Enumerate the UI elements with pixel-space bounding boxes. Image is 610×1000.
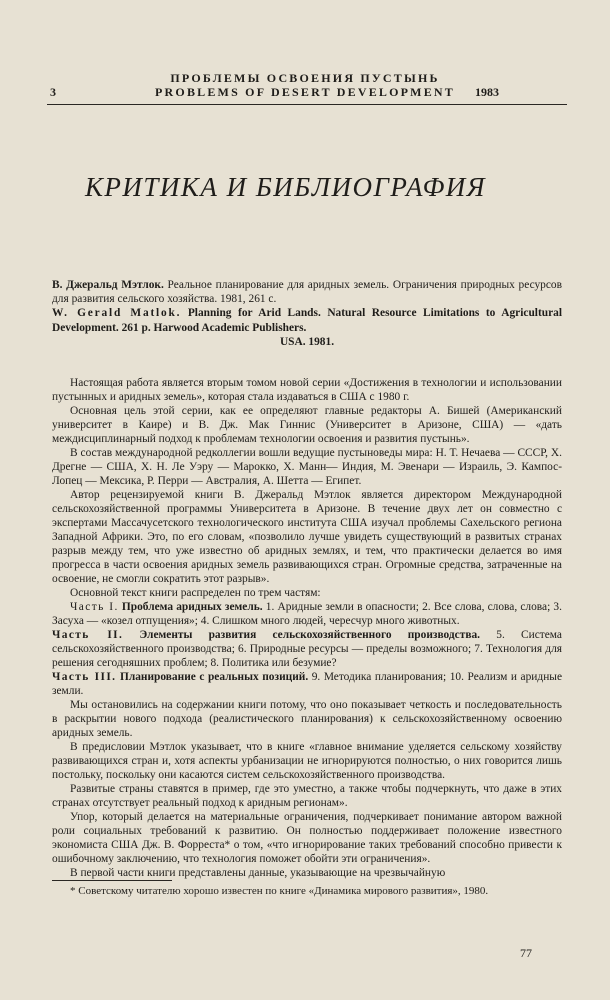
- paragraph: В первой части книги представлены данные, указывающие на чрезвычайную: [70, 867, 446, 879]
- header-divider: [47, 104, 567, 105]
- paragraph: Настоящая работа является вторым томом новой серии «Достижения в технологии и использовании пустынных и аридных земель», которая стала издаваться в США с 1980 г.: [52, 377, 562, 403]
- paragraph: В состав международной редколлегии вошли ведущие пустыноведы мира: Н. Т. Нечаева — СССР, Х. Дрегне — США, Х. Н. Ле Уэру — Марокко, Х. Манн— Индия, М. Эвенари — Израиль, Э. Кампос-Лопец — Мексика, Р. Перри — Австралия, А. Шетта — Египет.: [52, 447, 562, 487]
- part-title: Планирование с реальных позиций.: [116, 671, 309, 683]
- citation-en: [52, 306, 562, 334]
- paragraph: Основной текст книги распределен по трем частям:: [70, 587, 321, 599]
- issue-year: 1983: [475, 85, 499, 99]
- footnote-text: * Советскому читателю хорошо известен по книге «Динамика мирового развития», 1980.: [70, 885, 489, 897]
- part-label: Часть I.: [70, 601, 119, 613]
- book-part-2: [52, 628, 562, 670]
- book-part-3: [52, 670, 562, 698]
- footnote: [52, 884, 562, 898]
- part-chapters: 5. Система сельскохозяйственного производства; 6. Природные ресурсы — пределы возможного; 7. Технология для решения сегодняшних проблем; 8. Политика или безумие?: [52, 629, 562, 669]
- book-part-1: [52, 600, 562, 628]
- part-title: Элементы развития сельскохозяйственного производства.: [123, 629, 481, 641]
- page-number: 77: [520, 946, 532, 960]
- part-title: Проблема аридных земель.: [118, 601, 263, 613]
- part-label: Часть II.: [52, 629, 124, 641]
- issue-number: 3: [50, 85, 56, 99]
- part-chapters: 9. Методика планирования; 10. Реализм и аридные земли.: [52, 671, 562, 697]
- paragraph: Развитые страны ставятся в пример, где это уместно, а также чтобы подчеркнуть, что даже в этих странах отсутствует реальный подход к аридным регионам».: [52, 783, 562, 809]
- citation-en-title: Planning for Arid Lands. Natural Resource Limitations to Agricultural Development. 261 p. Harwood Academic Publishers.: [52, 307, 562, 334]
- citation-ru: [52, 278, 562, 306]
- review-body: [52, 376, 562, 880]
- paragraph: Упор, который делается на материальные ограничения, подчеркивает понимание автором важной роли социальных требований к развитию. Он полностью поддерживает положение известного экономиста США Дж. В. Форреста* о том, «что игнорирование таких требований способно привести к ошибочному заключению, что технология поможет обойти эти ограничения».: [52, 811, 562, 865]
- part-chapters: 1. Аридные земли в опасности; 2. Все слова, слова, слова; 3. Засуха — «козел отпущения»; 4. Слишком много людей, чересчур много животных.: [52, 601, 562, 627]
- part-label: Часть III.: [52, 671, 117, 683]
- section-title: КРИТИКА И БИБЛИОГРАФИЯ: [85, 172, 487, 202]
- citation-ru-title: Реальное планирование для аридных земель. Ограничения природных ресурсов для развития сельского хозяйства. 1981, 261 с.: [52, 279, 563, 306]
- journal-title-ru: ПРОБЛЕМЫ ОСВОЕНИЯ ПУСТЫНЬ: [170, 71, 440, 85]
- citation-en-author: W. Gerald Matlok.: [52, 307, 182, 320]
- paragraph: Мы остановились на содержании книги потому, что оно показывает четкость и последовательность в раскрытии нового подхода (реалистического планирования) к сельскохозяйственному освоению аридных земель.: [52, 699, 562, 739]
- footnote-divider: [52, 880, 172, 881]
- book-citation: [52, 278, 562, 349]
- citation-en-place: USA. 1981.: [279, 335, 335, 348]
- citation-ru-author: В. Джеральд Мэтлок.: [52, 279, 164, 291]
- paragraph: Основная цель этой серии, как ее определяют главные редакторы А. Бишей (Американский университет в Каире) и В. Дж. Мак Гиннис (Университет в Аризоне, США) — «дать междисциплинарный подход к проблемам технологии освоения и развития пустынь».: [52, 405, 562, 445]
- paragraph: В предисловии Мэтлок указывает, что в книге «главное внимание уделяется сельскому хозяйству развивающихся стран и, хотя аспекты урбанизации не игнорируются полностью, о них говорится лишь постольку, поскольку они касаются систем сельскохозяйственного производства.: [52, 741, 562, 781]
- journal-title-en: PROBLEMS OF DESERT DEVELOPMENT: [155, 85, 455, 99]
- paragraph: Автор рецензируемой книги В. Джеральд Мэтлок является директором Международной сельскохозяйственной программы Университета в Аризоне. В течение двух лет он совместно с экспертами Массачусетского технологического института США изучал проблемы Сахельского региона Западной Африки. Это, по его словам, «позволило лучше увидеть существующий в развитых странах разрыв между тем, что уже известно об аридных землях, и тем, что практически делается во имя прогресса в части освоения аридных земель развивающихся стран. Огромные средства, затраченные на освоение, не смогли сократить этот разрыв».: [52, 489, 562, 585]
